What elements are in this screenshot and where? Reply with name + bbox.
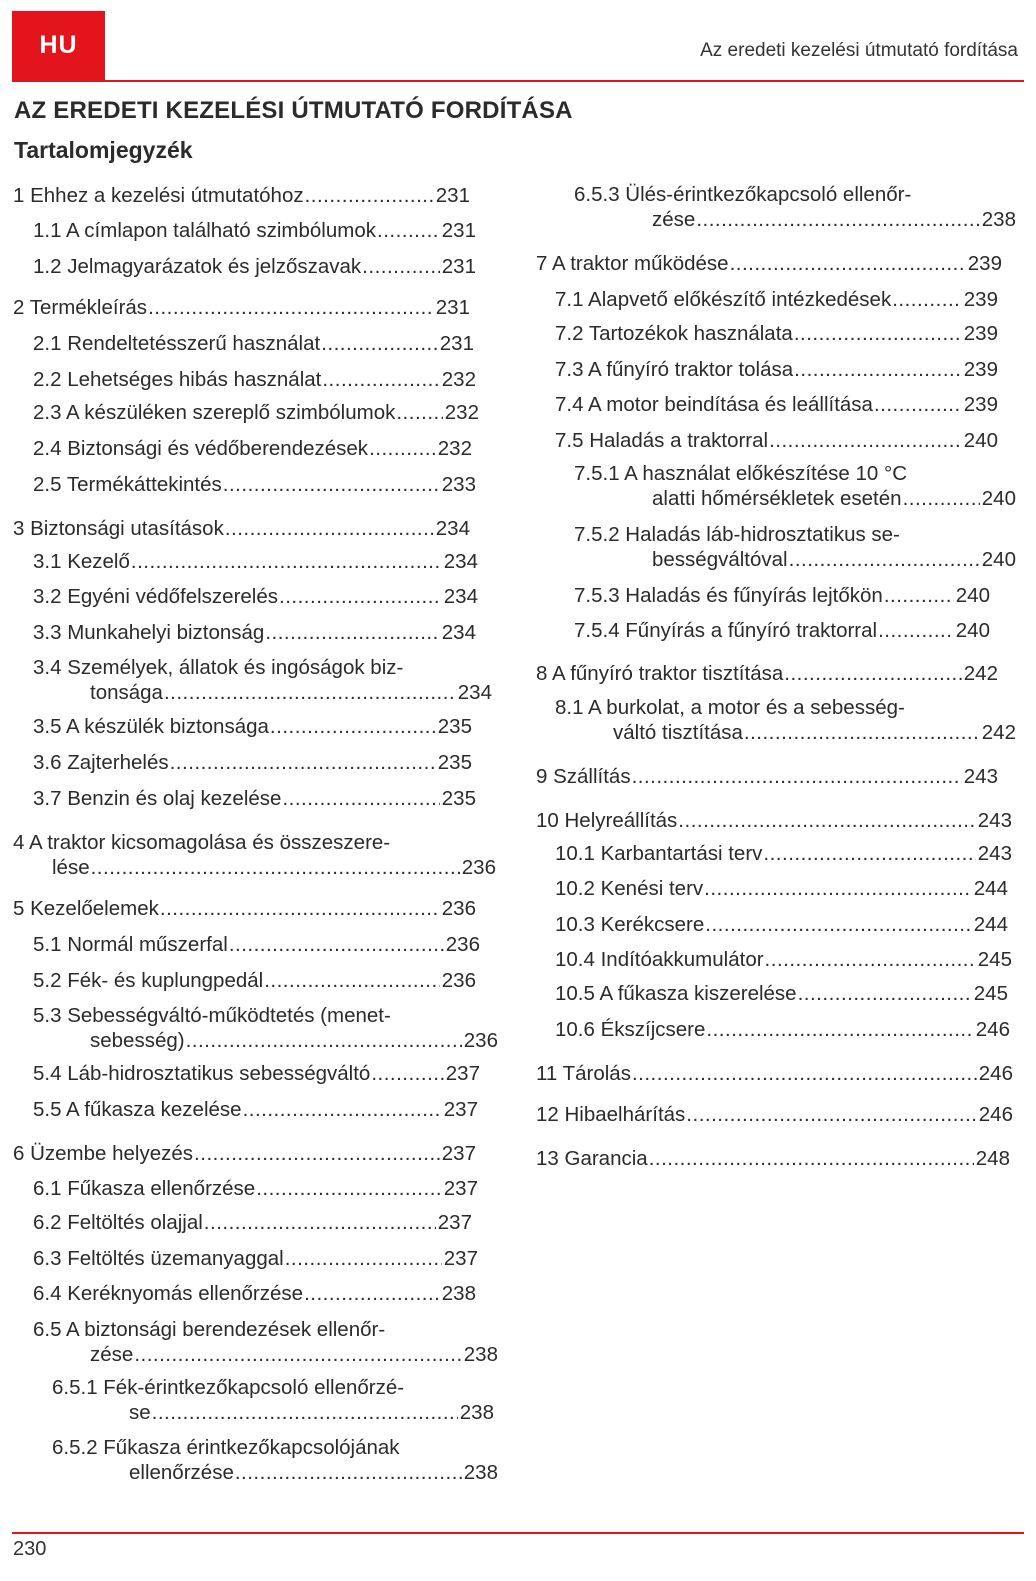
toc-heading: Tartalomjegyzék — [14, 137, 193, 163]
dot-leader — [678, 808, 975, 833]
dot-leader — [649, 1146, 974, 1171]
toc-page-number: 236 — [445, 933, 480, 956]
toc-entry-label: 7.5.3 Haladás és fűnyírás lejtőkön — [574, 584, 883, 607]
toc-page-number: 238 — [459, 1401, 494, 1424]
toc-page-number: 234 — [441, 621, 476, 644]
toc-page-number: 236 — [441, 969, 476, 992]
dot-leader — [170, 750, 436, 775]
dot-leader — [765, 947, 976, 972]
toc-entry — [33, 1246, 478, 1271]
dot-leader — [794, 321, 962, 346]
dot-leader — [256, 1176, 442, 1201]
dot-leader — [321, 331, 438, 356]
toc-entry — [555, 287, 998, 312]
dot-leader — [730, 251, 966, 276]
toc-entry-label: 1.1 A címlapon található szimbólumok — [33, 219, 376, 242]
dot-leader — [148, 295, 434, 320]
toc-entry-label: 10 Helyreállítás — [536, 809, 678, 832]
toc-page-number: 244 — [973, 913, 1008, 936]
toc-page-number: 245 — [973, 982, 1008, 1005]
dot-leader — [396, 400, 442, 425]
toc-entry-label: 6.5.3 Ülés-érintkezőkapcsoló ellenőr- — [574, 183, 912, 206]
dot-leader — [235, 1460, 462, 1485]
toc-entry-label: 10.1 Karbantartási terv — [555, 842, 763, 865]
toc-page-number: 248 — [975, 1147, 1010, 1170]
toc-entry-label: 7.5.2 Haladás láb-hidrosztatikus se- — [574, 523, 900, 546]
toc-entry — [555, 841, 1012, 866]
dot-leader — [789, 547, 980, 572]
dot-leader — [243, 1097, 442, 1122]
dot-leader — [632, 764, 962, 789]
toc-entry-label-continued: váltó tisztítása — [613, 721, 743, 744]
toc-entry — [33, 655, 492, 705]
toc-page-number: 234 — [435, 517, 470, 540]
dot-leader — [369, 436, 436, 461]
toc-entry-label: 5.2 Fék- és kuplungpedál — [33, 969, 264, 992]
dot-leader — [270, 714, 436, 739]
dot-leader — [229, 932, 444, 957]
dot-leader — [769, 428, 962, 453]
toc-entry-label: 1 Ehhez a kezelési útmutatóhoz — [13, 184, 304, 207]
dot-leader — [874, 392, 962, 417]
toc-entry — [13, 183, 470, 208]
toc-page-number: 236 — [441, 897, 476, 920]
toc-entry — [536, 251, 1002, 276]
dot-leader — [744, 720, 980, 745]
toc-page-number: 231 — [439, 332, 474, 355]
toc-entry — [33, 218, 476, 243]
toc-entry — [574, 618, 990, 643]
toc-entry — [33, 1281, 476, 1306]
toc-page-number: 231 — [435, 184, 470, 207]
toc-entry — [536, 808, 1012, 833]
toc-page-number: 234 — [457, 681, 492, 704]
toc-page-number: 235 — [441, 787, 476, 810]
toc-entry-label-continued: lése — [52, 856, 90, 879]
toc-entry-label: 5.5 A fűkasza kezelése — [33, 1098, 242, 1121]
dot-leader — [223, 472, 440, 497]
toc-entry — [555, 876, 1008, 901]
toc-entry-label: 8 A fűnyíró traktor tisztítása — [536, 662, 784, 685]
dot-leader — [264, 968, 440, 993]
running-header-title: Az eredeti kezelési útmutató fordítása — [700, 40, 1018, 61]
toc-entry — [536, 1102, 1013, 1127]
toc-entry-label: 7.3 A fűnyíró traktor tolása — [555, 358, 794, 381]
toc-page-number: 237 — [445, 1062, 480, 1085]
toc-entry — [52, 1435, 498, 1485]
dot-leader — [377, 218, 440, 243]
toc-entry-label: 10.2 Kenési terv — [555, 877, 704, 900]
toc-entry-label: 7.5.1 A használat előkészítése 10 °C — [574, 462, 907, 485]
dot-leader — [784, 661, 962, 686]
dot-leader — [632, 1061, 977, 1086]
toc-entry-label: 5.3 Sebességváltó-működtetés (menet- — [33, 1004, 391, 1027]
toc-page-number: 239 — [963, 288, 998, 311]
toc-entry — [33, 1097, 478, 1122]
toc-entry-label: 2.5 Termékáttekintés — [33, 473, 222, 496]
toc-entry — [555, 947, 1012, 972]
toc-entry-label-continued: alatti hőmérsékletek esetén — [652, 487, 902, 510]
dot-leader — [763, 841, 975, 866]
toc-page-number: 246 — [978, 1103, 1013, 1126]
toc-entry-label: 3.6 Zajterhelés — [33, 751, 169, 774]
dot-leader — [794, 357, 962, 382]
toc-entry-label: 12 Hibaelhárítás — [536, 1103, 686, 1126]
toc-entry-label-continued: zése — [652, 208, 696, 231]
dot-leader — [705, 912, 972, 937]
toc-entry-label: 10.4 Indítóakkumulátor — [555, 948, 764, 971]
toc-entry-label: 8.1 A burkolat, a motor és a sebesség- — [555, 696, 905, 719]
toc-entry-label: 3.1 Kezelő — [33, 550, 130, 573]
toc-entry-label: 4 A traktor kicsomagolása és összeszere- — [13, 831, 391, 854]
header-divider — [12, 80, 1024, 82]
toc-entry-label: 2.2 Lehetséges hibás használat — [33, 368, 322, 391]
toc-page-number: 239 — [963, 358, 998, 381]
toc-page-number: 242 — [963, 662, 998, 685]
toc-page-number: 244 — [973, 877, 1008, 900]
toc-entry — [33, 1003, 498, 1053]
toc-page-number: 239 — [967, 252, 1002, 275]
toc-entry-label: 6 Üzembe helyezés — [13, 1142, 194, 1165]
toc-page-number: 238 — [441, 1282, 476, 1305]
dot-leader — [878, 618, 954, 643]
toc-entry-label: 2.3 A készüléken szereplő szimbólumok — [33, 401, 396, 424]
toc-page-number: 234 — [443, 585, 478, 608]
toc-page-number: 239 — [963, 322, 998, 345]
toc-page-number: 240 — [981, 487, 1016, 510]
toc-entry-label: 6.2 Feltöltés olajjal — [33, 1211, 203, 1234]
toc-entry — [555, 357, 998, 382]
toc-entry-label: 10.3 Kerékcsere — [555, 913, 705, 936]
toc-entry — [555, 1017, 1010, 1042]
toc-entry — [33, 714, 472, 739]
page-number: 230 — [13, 1538, 47, 1560]
dot-leader — [686, 1102, 976, 1127]
toc-entry — [574, 182, 1016, 232]
toc-entry-label: 6.5.1 Fék-érintkezőkapcsoló ellenőrzé- — [52, 1376, 405, 1399]
toc-entry-label: 6.5 A biztonsági berendezések ellenőr- — [33, 1318, 386, 1341]
dot-leader — [164, 680, 456, 705]
toc-entry-label: 10.6 Ékszíjcsere — [555, 1018, 706, 1041]
toc-page-number: 236 — [463, 1029, 498, 1052]
toc-entry — [33, 400, 479, 425]
dot-leader — [194, 1141, 440, 1166]
toc-entry-label: 2 Termékleírás — [13, 296, 148, 319]
dot-leader — [322, 367, 439, 392]
toc-entry — [574, 583, 990, 608]
toc-page-number: 239 — [963, 393, 998, 416]
toc-entry-label: 13 Garancia — [536, 1147, 648, 1170]
toc-entry-label: 5.4 Láb-hidrosztatikus sebességváltó — [33, 1062, 371, 1085]
dot-leader — [305, 183, 434, 208]
toc-entry — [555, 912, 1008, 937]
toc-page-number: 246 — [978, 1062, 1013, 1085]
toc-entry-label-continued: ellenőrzése — [129, 1461, 234, 1484]
toc-page-number: 235 — [437, 715, 472, 738]
toc-entry-label-continued: tonsága — [90, 681, 163, 704]
toc-entry — [33, 436, 472, 461]
dot-leader — [285, 1246, 442, 1271]
toc-entry-label: 9 Szállítás — [536, 765, 631, 788]
toc-entry — [33, 786, 476, 811]
dot-leader — [160, 896, 440, 921]
toc-entry — [536, 764, 998, 789]
toc-entry — [555, 321, 998, 346]
toc-entry — [13, 295, 470, 320]
toc-page-number: 240 — [955, 619, 990, 642]
toc-entry — [536, 661, 998, 686]
toc-entry — [536, 1061, 1013, 1086]
dot-leader — [91, 855, 460, 880]
toc-entry-label: 6.5.2 Fűkasza érintkezőkapcsolójának — [52, 1436, 400, 1459]
toc-entry-label: 3.7 Benzin és olaj kezelése — [33, 787, 282, 810]
toc-entry — [52, 1375, 494, 1425]
dot-leader — [282, 786, 439, 811]
dot-leader — [696, 207, 979, 232]
toc-page-number: 243 — [977, 809, 1012, 832]
toc-entry-label: 3.2 Egyéni védőfelszerelés — [33, 585, 279, 608]
toc-page-number: 231 — [441, 255, 476, 278]
toc-entry-label: 2.4 Biztonsági és védőberendezések — [33, 437, 369, 460]
toc-entry — [574, 461, 1016, 511]
dot-leader — [279, 584, 442, 609]
toc-page-number: 234 — [443, 550, 478, 573]
toc-entry — [33, 1210, 472, 1235]
toc-entry — [13, 516, 470, 541]
toc-entry — [555, 695, 1016, 745]
toc-entry — [555, 981, 1008, 1006]
toc-page-number: 238 — [463, 1461, 498, 1484]
toc-page-number: 232 — [441, 368, 476, 391]
toc-entry — [33, 331, 474, 356]
toc-entry — [33, 1176, 478, 1201]
toc-page-number: 246 — [975, 1018, 1010, 1041]
toc-entry-label: 7.4 A motor beindítása és leállítása — [555, 393, 873, 416]
dot-leader — [362, 254, 440, 279]
toc-entry-label: 3.5 A készülék biztonsága — [33, 715, 269, 738]
toc-entry-label: 5.1 Normál műszerfal — [33, 933, 228, 956]
dot-leader — [798, 981, 972, 1006]
language-badge: HU — [12, 11, 105, 80]
toc-entry-label: 6.3 Feltöltés üzemanyaggal — [33, 1247, 284, 1270]
dot-leader — [706, 1017, 973, 1042]
toc-entry — [13, 896, 476, 921]
toc-entry — [33, 620, 476, 645]
toc-entry-label: 6.1 Fűkasza ellenőrzése — [33, 1177, 256, 1200]
toc-page-number: 243 — [963, 765, 998, 788]
toc-entry-label: 10.5 A fűkasza kiszerelése — [555, 982, 797, 1005]
toc-entry — [33, 750, 472, 775]
toc-entry — [13, 1141, 476, 1166]
dot-leader — [131, 549, 442, 574]
toc-page-number: 240 — [963, 429, 998, 452]
toc-entry-label: 1.2 Jelmagyarázatok és jelzőszavak — [33, 255, 362, 278]
toc-entry-label-continued: se — [129, 1401, 151, 1424]
toc-entry-label: 7.5 Haladás a traktorral — [555, 429, 769, 452]
toc-page-number: 233 — [441, 473, 476, 496]
dot-leader — [265, 620, 439, 645]
toc-page-number: 232 — [437, 437, 472, 460]
dot-leader — [225, 516, 434, 541]
toc-entry-label: 3.3 Munkahelyi biztonság — [33, 621, 265, 644]
toc-entry-label: 7 A traktor működése — [536, 252, 729, 275]
toc-page-number: 237 — [437, 1211, 472, 1234]
document-title: AZ EREDETI KEZELÉSI ÚTMUTATÓ FORDÍTÁSA — [14, 97, 573, 124]
toc-entry-label-continued: bességváltóval — [652, 548, 788, 571]
dot-leader — [204, 1210, 436, 1235]
toc-entry — [33, 254, 476, 279]
dot-leader — [186, 1028, 462, 1053]
toc-entry-label: 2.1 Rendeltetésszerű használat — [33, 332, 321, 355]
dot-leader — [304, 1281, 440, 1306]
toc-page-number: 231 — [435, 296, 470, 319]
toc-entry — [33, 472, 476, 497]
dot-leader — [903, 486, 980, 511]
toc-entry — [536, 1146, 1010, 1171]
toc-entry — [574, 522, 1016, 572]
toc-entry-label: 3.4 Személyek, állatok és ingóságok biz- — [33, 656, 404, 679]
toc-page-number: 236 — [461, 856, 496, 879]
toc-page-number: 231 — [441, 219, 476, 242]
toc-entry — [13, 830, 496, 880]
toc-page-number: 245 — [977, 948, 1012, 971]
toc-entry-label: 7.1 Alapvető előkészítő intézkedések — [555, 288, 892, 311]
toc-entry-label: 11 Tárolás — [536, 1062, 631, 1085]
dot-leader — [884, 583, 954, 608]
toc-page-number: 243 — [977, 842, 1012, 865]
toc-page-number: 237 — [441, 1142, 476, 1165]
toc-entry-label-continued: zése — [90, 1343, 134, 1366]
toc-entry-label: 5 Kezelőelemek — [13, 897, 159, 920]
toc-page-number: 237 — [443, 1098, 478, 1121]
toc-entry — [33, 1061, 480, 1086]
dot-leader — [152, 1400, 458, 1425]
toc-entry — [33, 968, 476, 993]
toc-page-number: 242 — [981, 721, 1016, 744]
toc-entry — [33, 367, 476, 392]
toc-page-number: 237 — [443, 1247, 478, 1270]
dot-leader — [892, 287, 962, 312]
toc-page-number: 232 — [444, 401, 479, 424]
footer-divider — [12, 1532, 1024, 1534]
dot-leader — [704, 876, 972, 901]
toc-entry-label: 6.4 Keréknyomás ellenőrzése — [33, 1282, 304, 1305]
toc-entry-label: 3 Biztonsági utasítások — [13, 517, 224, 540]
toc-entry — [555, 392, 998, 417]
toc-page-number: 238 — [463, 1343, 498, 1366]
toc-page-number: 235 — [437, 751, 472, 774]
toc-entry-label: 7.5.4 Fűnyírás a fűnyíró traktorral — [574, 619, 878, 642]
toc-entry — [33, 1317, 498, 1367]
toc-entry — [555, 428, 998, 453]
toc-page-number: 237 — [443, 1177, 478, 1200]
toc-entry-label-continued: sebesség) — [90, 1029, 185, 1052]
toc-entry-label: 7.2 Tartozékok használata — [555, 322, 793, 345]
toc-entry — [33, 549, 478, 574]
toc-page-number: 238 — [981, 208, 1016, 231]
toc-entry — [33, 932, 480, 957]
toc-entry — [33, 584, 478, 609]
dot-leader — [371, 1061, 443, 1086]
toc-page-number: 240 — [955, 584, 990, 607]
dot-leader — [134, 1342, 461, 1367]
toc-page-number: 240 — [981, 548, 1016, 571]
